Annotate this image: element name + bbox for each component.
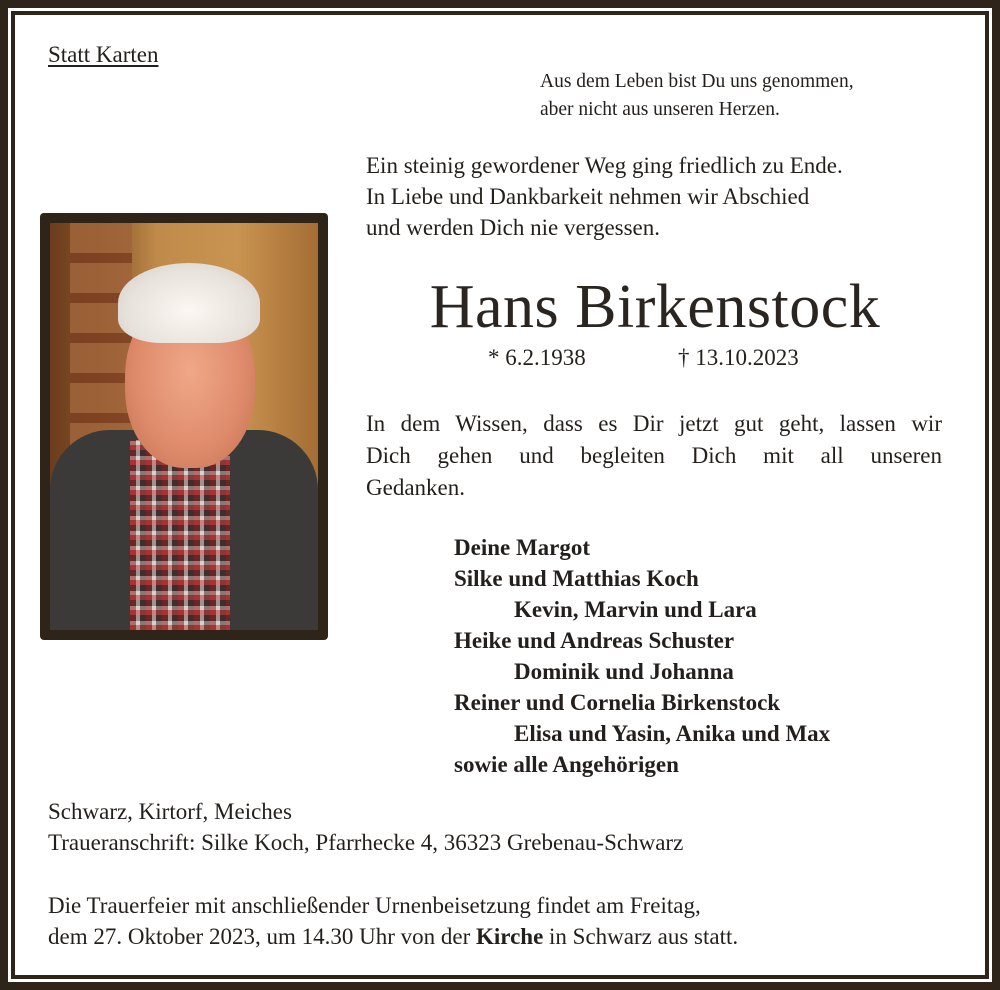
family-member: Reiner und Cornelia Birkenstock xyxy=(454,690,781,715)
family-member: sowie alle Angehörigen xyxy=(454,752,679,777)
family-member: Kevin, Marvin und Lara xyxy=(514,597,757,622)
message-line: In dem Wissen, dass es Dir jetzt gut geht, lassen wir xyxy=(366,411,942,436)
intro-line: und werden Dich nie vergessen. xyxy=(366,215,661,240)
ceremony-line xyxy=(48,921,738,952)
ceremony-line: Die Trauerfeier mit anschließender Urnenbeisetzung findet am Freitag, xyxy=(48,893,701,918)
intro-line: In Liebe und Dankbarkeit nehmen wir Abschied xyxy=(366,184,810,209)
ceremony-info xyxy=(48,890,738,952)
quote-line: aber nicht aus unseren Herzen. xyxy=(540,99,780,120)
intro-text xyxy=(366,150,843,243)
death-date: † 13.10.2023 xyxy=(678,345,799,370)
quote-line: Aus dem Leben bist Du uns genommen, xyxy=(540,71,854,92)
statt-karten-label: Statt Karten xyxy=(48,42,159,67)
ceremony-text: dem 27. Oktober 2023, um 14.30 Uhr von der xyxy=(48,924,476,949)
quote xyxy=(540,68,854,124)
ceremony-text: in Schwarz aus statt. xyxy=(543,924,739,949)
family-member: Heike und Andreas Schuster xyxy=(454,628,735,653)
family-list xyxy=(454,532,830,780)
deceased-name: Hans Birkenstock xyxy=(429,273,881,341)
family-member: Dominik und Johanna xyxy=(514,659,734,684)
places: Schwarz, Kirtorf, Meiches xyxy=(48,799,292,824)
family-member: Deine Margot xyxy=(454,535,591,560)
intro-line: Ein steinig gewordener Weg ging friedlich zu Ende. xyxy=(366,153,843,178)
message-line: Dich gehen und begleiten Dich mit all unseren xyxy=(366,443,942,468)
ceremony-location: Kirche xyxy=(476,924,544,949)
mourning-address: Traueranschrift: Silke Koch, Pfarrhecke 4, 36323 Grebenau-Schwarz xyxy=(48,830,684,855)
family-member: Silke und Matthias Koch xyxy=(454,566,699,591)
family-member: Elisa und Yasin, Anika und Max xyxy=(514,721,831,746)
birth-date: * 6.2.1938 xyxy=(488,345,586,370)
message-line: Gedanken. xyxy=(366,475,465,500)
address-block xyxy=(48,796,683,858)
message-text xyxy=(366,408,942,504)
